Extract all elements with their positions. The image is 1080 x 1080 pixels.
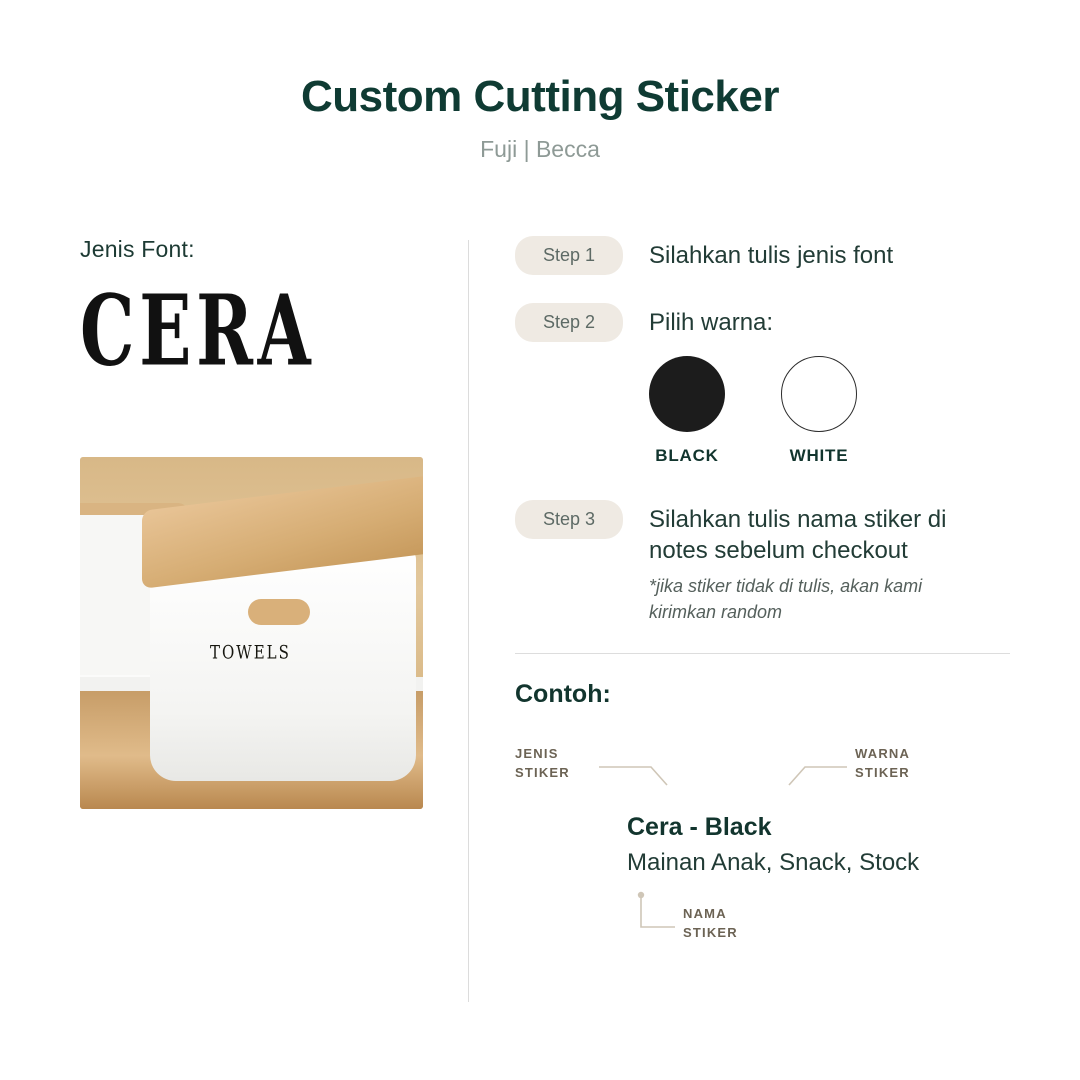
right-column (469, 236, 1080, 1002)
color-options (649, 356, 913, 466)
horizontal-divider (515, 653, 1010, 654)
step-instruction-3: Silahkan tulis nama stiker di notes sebelum checkout (649, 506, 947, 565)
example-callouts (515, 737, 1010, 967)
step-text-3 (649, 500, 999, 625)
left-column (0, 236, 468, 1002)
step-text-1 (649, 236, 893, 271)
step-note-3: *jika stiker tidak di tulis, akan kami kirimkan random (649, 575, 923, 622)
content-body (0, 236, 1080, 1002)
header (0, 0, 1080, 163)
step-instruction-2: Pilih warna: (649, 309, 774, 336)
color-label-white: WHITE (789, 446, 849, 466)
product-photo (80, 457, 423, 809)
step-row-1 (515, 236, 1010, 275)
example-heading: Contoh: (515, 679, 611, 708)
photo-main-box (150, 549, 416, 781)
step-badge-1: Step 1 (515, 236, 623, 275)
font-type-label: Jenis Font: (80, 236, 195, 262)
color-swatch-white[interactable] (781, 356, 857, 432)
caption-jenis-stiker: JENIS STIKER (515, 745, 570, 780)
step-instruction-1: Silahkan tulis jenis font (649, 242, 894, 269)
color-option-black[interactable] (649, 356, 725, 466)
caption-nama-stiker: NAMA STIKER (683, 905, 738, 940)
step-text-2 (649, 303, 913, 466)
page-subtitle: Fuji | Becca (480, 136, 600, 162)
caption-warna-stiker: WARNA STIKER (855, 745, 911, 780)
photo-sticker-text: TOWELS (210, 640, 291, 664)
color-option-white[interactable] (781, 356, 857, 466)
step-badge-3: Step 3 (515, 500, 623, 539)
step-badge-2: Step 2 (515, 303, 623, 342)
font-sample-text: CERA (80, 272, 316, 388)
example-name-line: Cera - Black (627, 812, 772, 841)
step-row-3 (515, 500, 1010, 625)
page-title: Custom Cutting Sticker (301, 72, 779, 121)
color-label-black: BLACK (655, 446, 719, 466)
color-swatch-black[interactable] (649, 356, 725, 432)
example-desc-line: Mainan Anak, Snack, Stock (627, 848, 920, 876)
photo-box-handle (248, 599, 310, 625)
step-row-2 (515, 303, 1010, 466)
